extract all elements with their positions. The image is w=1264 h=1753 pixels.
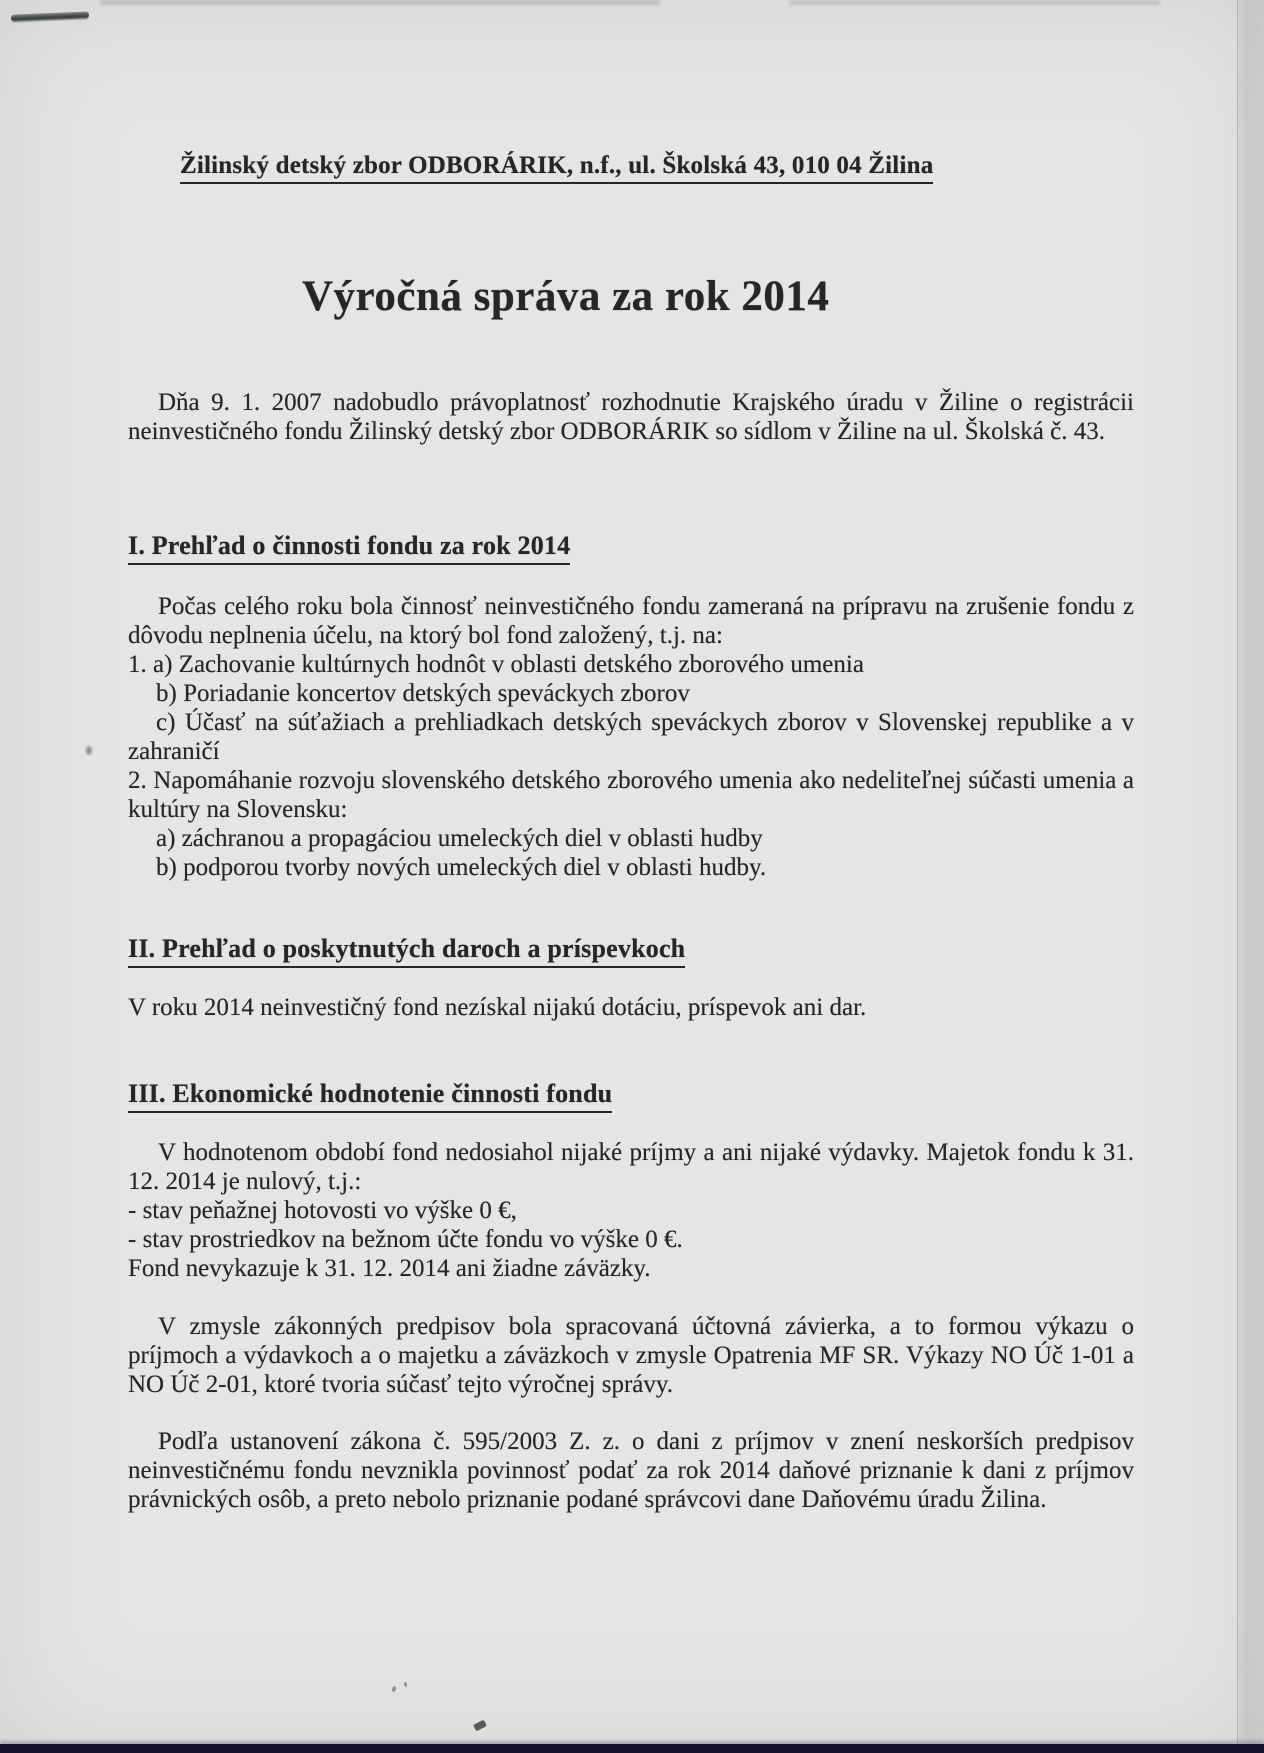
closing-paragraph-2: Podľa ustanovení zákona č. 595/2003 Z. z. o dani z príjmov v znení neskorších predpisov neinvestičnému fondu nevznikla povinnosť podať za rok 2014 daňové priznanie k dani z príjmov právnických osôb, a preto nebolo priznanie podané správcovi dane Daňovému úradu Žilina. bbox=[128, 1428, 1134, 1513]
document-title: Výročná správa za rok 2014 bbox=[302, 273, 830, 320]
section-3-heading-text: III. Ekonomické hodnotenie činnosti fondu bbox=[128, 1079, 612, 1113]
assets-line-bank: - stav prostriedkov na bežnom účte fondu vo výške 0 €. bbox=[128, 1226, 683, 1253]
scan-smudge bbox=[100, 0, 660, 5]
paper-clip-artifact bbox=[11, 11, 89, 21]
intro-paragraph: Dňa 9. 1. 2007 nadobudlo právoplatnosť rozhodnutie Krajského úradu v Žiline o registrácii neinvestičného fondu Žilinský detský zbor ODBORÁRIK so sídlom v Žiline na ul. Školská č. 43. bbox=[128, 389, 1134, 445]
activity-list bbox=[128, 650, 1134, 882]
scan-speck bbox=[391, 1685, 397, 1692]
scan-speck bbox=[473, 1720, 487, 1732]
letterhead bbox=[180, 152, 933, 180]
scan-bottom-band bbox=[0, 1744, 1264, 1753]
list-item-2b: b) podporou tvorby nových umeleckých diel v oblasti hudby. bbox=[156, 854, 767, 881]
scan-smudge bbox=[790, 0, 1160, 5]
letterhead-text: Žilinský detský zbor ODBORÁRIK, n.f., ul. Školská 43, 010 04 Žilina bbox=[180, 152, 933, 184]
assets-line-cash: - stav peňažnej hotovosti vo výške 0 €, bbox=[128, 1197, 517, 1224]
section-1-heading bbox=[128, 531, 1134, 560]
assets-line-liabilities: Fond nevykazuje k 31. 12. 2014 ani žiadne záväzky. bbox=[128, 1255, 651, 1282]
assets-paragraph: V hodnotenom období fond nedosiahol nijaké príjmy a ani nijaké výdavky. Majetok fondu k 31. 12. 2014 je nulový, t.j.: bbox=[128, 1139, 1134, 1195]
section-3-heading bbox=[128, 1079, 1134, 1108]
scan-speck bbox=[86, 746, 92, 755]
section-1-heading-text: I. Prehľad o činnosti fondu za rok 2014 bbox=[128, 531, 570, 565]
closing-paragraph-1: V zmysle zákonných predpisov bola spracovaná účtovná závierka, a to formou výkazu o príjmoch a výdavkoch a o majetku a záväzkoch v zmysle Opatrenia MF SR. Výkazy NO Úč 1-01 a NO Úč 2-01, ktoré tvoria súčasť tejto výročnej správy. bbox=[128, 1313, 1134, 1398]
list-item-1b: b) Poriadanie koncertov detských speváckych zborov bbox=[156, 680, 690, 707]
scan-speck bbox=[403, 1682, 407, 1688]
section-2-heading-text: II. Prehľad o poskytnutých daroch a príspevkoch bbox=[128, 934, 685, 968]
section-1-lead: Počas celého roku bola činnosť neinvestičného fondu zameraná na prípravu na zrušenie fondu z dôvodu neplnenia účelu, na ktorý bol fond založený, t.j. na: bbox=[128, 593, 1134, 649]
section-2-paragraph: V roku 2014 neinvestičný fond nezískal nijakú dotáciu, príspevok ani dar. bbox=[128, 994, 867, 1021]
list-item-1a: 1. a) Zachovanie kultúrnych hodnôt v oblasti detského zborového umenia bbox=[128, 651, 864, 678]
list-item-2: 2. Napomáhanie rozvoju slovenského detského zborového umenia ako nedeliteľnej súčasti umenia a kultúry na Slovensku: bbox=[128, 767, 1134, 823]
paper-edge-shadow bbox=[1237, 0, 1264, 1753]
section-2-heading bbox=[128, 934, 1134, 963]
section-3-assets bbox=[128, 1138, 1134, 1283]
list-item-2a: a) záchranou a propagáciou umeleckých diel v oblasti hudby bbox=[156, 825, 763, 852]
list-item-1c: c) Účasť na súťažiach a prehliadkach detských speváckych zborov v Slovenskej republike a v zahraničí bbox=[128, 709, 1134, 765]
